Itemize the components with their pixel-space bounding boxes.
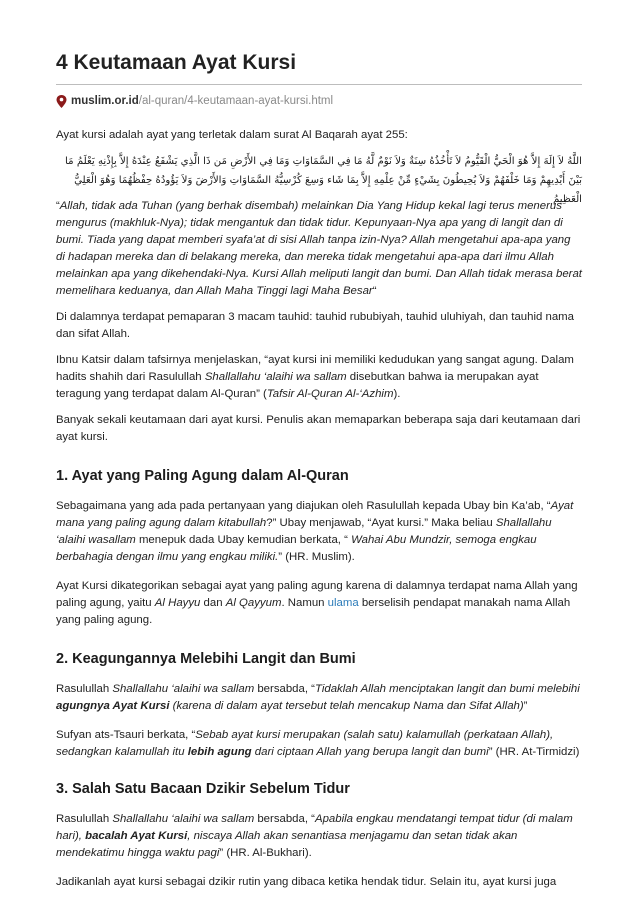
section-2-paragraph-2 <box>56 727 582 761</box>
text-span: dan <box>200 597 226 609</box>
section-3-paragraph-1 <box>56 811 582 862</box>
italic-span: Apabila engkau mendatangi tempat tidur (di malam hari), <box>56 813 573 842</box>
text-span: ?” Ubay menjawab, “Ayat kursi.” Maka beliau <box>266 517 496 529</box>
text-span: ” (HR. Al-Bukhari). <box>219 847 312 859</box>
italic-span: Sebab ayat kursi merupakan (salah satu) kalamullah (perkataan Allah), sedangkan kalamullah itu <box>56 729 554 758</box>
open-quote: “ <box>56 200 60 212</box>
italic-span: Ayat mana yang paling agung dalam kitabullah <box>56 500 574 529</box>
section-1-paragraph-1 <box>56 498 582 566</box>
italic-span: , niscaya Allah akan senantiasa menjagamu dan setan tidak akan mendekatimu hingga waktu pagi <box>56 830 518 859</box>
translation-text: Allah, tidak ada Tuhan (yang berhak disembah) melainkan Dia Yang Hidup kekal lagi terus menerus mengurus (makhluk-Nya); tidak mengantuk dan tidak tidur. Kepunyaan-Nya apa yang di langit dan di bumi. Tiada yang dapat memberi syafa’at di sisi Allah tanpa izin-Nya? Allah mengetahui apa-apa yang di hadapan mereka dan di belakang mereka, dan mereka tidak mengetahui apa-apa dari ilmu Allah melainkan apa yang dikehendaki-Nya. Kursi Allah meliputi langit dan bumi. Dan Allah tidak merasa berat memelihara keduanya, dan Allah Maha Tinggi lagi Maha Besar <box>56 200 582 297</box>
text-span: menepuk dada Ubay kemudian berkata, “ <box>135 534 352 546</box>
text-span: ). <box>393 388 401 400</box>
ulama-link[interactable]: ulama <box>327 597 359 609</box>
text-span: bersabda, “ <box>254 813 315 825</box>
bold-italic-span: bacalah Ayat Kursi <box>85 830 188 842</box>
text-span: Sufyan ats-Tsauri berkata, “ <box>56 729 196 741</box>
text-span: berselisih pendapat manakah nama Allah yang paling agung. <box>56 597 571 626</box>
ibnu-katsir-paragraph <box>56 352 582 403</box>
italic-span: Al Qayyum <box>225 597 282 609</box>
text-span: disebutkan bahwa ia merupakan ayat teragung yang terdapat dalam Al-Quran” ( <box>56 371 539 400</box>
italic-span: Al Hayyu <box>154 597 201 609</box>
text-span: bersabda, “ <box>254 683 315 695</box>
source-line <box>56 93 582 109</box>
section-1-heading: 1. Ayat yang Paling Agung dalam Al-Quran <box>56 468 349 484</box>
keutamaan-paragraph: Banyak sekali keutamaan dari ayat kursi. Penulis akan memaparkan beberapa saja dari keutamaan dari ayat kursi. <box>56 414 581 443</box>
section-3-paragraph-2: Jadikanlah ayat kursi sebagai dzikir rutin yang dibaca ketika hendak tidur. Selain itu, ayat kursi juga <box>56 876 557 888</box>
text-span: Rasulullah <box>56 683 113 695</box>
italic-span: Tafsir Al-Quran Al-‘Azhim <box>266 388 394 400</box>
italic-span: Shallallahu ‘alaihi wa sallam <box>112 813 255 825</box>
section-1-paragraph-2 <box>56 578 582 629</box>
text-span: ” (HR. At-Tirmidzi) <box>488 746 580 758</box>
bold-italic-span: lebih agung <box>187 746 252 758</box>
italic-span: Tidaklah Allah menciptakan langit dan bumi melebihi <box>314 683 580 695</box>
text-span: . Namun <box>281 597 328 609</box>
section-2-paragraph-1 <box>56 681 582 715</box>
source-path-link[interactable]: /al-quran/4-keutamaan-ayat-kursi.html <box>138 95 334 107</box>
italic-span: Shallallahu ‘alaihi wa sallam <box>204 371 347 383</box>
section-2-heading: 2. Keagungannya Melebihi Langit dan Bumi <box>56 651 356 667</box>
italic-span: (karena di dalam ayat tersebut telah mencakup Nama dan Sifat Allah) <box>169 700 524 712</box>
text-span: Rasulullah <box>56 813 113 825</box>
arabic-verse: اللَّهُ لاَ إِلَهَ إِلاَّ هُوَ الْحَيُّ الْقَيُّومُ لاَ تَأْخُذُهُ سِنَةٌ وَلاَ نَوْمٌ لَّهُ مَا فِي السَّمَاوَاتِ وَمَا فِي الأَرْضِ مَن ذَا الَّذِي يَشْفَعُ عِنْدَهُ إِلاَّ بِإِذْنِهِ يَعْلَمُ مَا بَيْنَ أَيْدِيهِمْ وَمَا خَلْفَهُمْ وَلاَ يُحِيطُونَ بِشَيْءٍ مِّنْ عِلْمِهِ إِلاَّ بِمَا شَاء وَسِعَ كُرْسِيُّهُ السَّمَاوَاتِ وَالأَرْضَ وَلاَ يَؤُودُهُ حِفْظُهُمَا وَهُوَ الْعَلِيُّ الْعَظِيمُ <box>65 156 582 205</box>
translation-paragraph <box>56 198 582 300</box>
italic-span: Shallallahu ‘alaihi wasallam <box>56 517 552 546</box>
text-span: Sebagaimana yang ada pada pertanyaan yang diajukan oleh Rasulullah kepada Ubay bin Ka’ab, “ <box>56 500 551 512</box>
text-span: ” (HR. Muslim). <box>278 551 355 563</box>
title-divider <box>56 84 582 85</box>
italic-span: Wahai Abu Mundzir, semoga engkau berbahagia dengan ilmu yang engkau miliki. <box>56 534 537 563</box>
intro-paragraph: Ayat kursi adalah ayat yang terletak dalam surat Al Baqarah ayat 255: <box>56 129 408 141</box>
source-domain-link[interactable]: muslim.or.id <box>71 95 139 107</box>
close-quote: “ <box>372 285 377 297</box>
italic-span: dari ciptaan Allah yang berupa langit dan bumi <box>251 746 489 758</box>
article-title: 4 Keutamaan Ayat Kursi <box>56 51 297 74</box>
tauhid-paragraph: Di dalamnya terdapat pemaparan 3 macam tauhid: tauhid rububiyah, tauhid uluhiyah, dan tauhid nama dan sifat Allah. <box>56 311 574 340</box>
section-3-heading: 3. Salah Satu Bacaan Dzikir Sebelum Tidur <box>56 781 350 797</box>
bold-italic-span: agungnya Ayat Kursi <box>56 700 170 712</box>
text-span: Ayat Kursi dikategorikan sebagai ayat yang paling agung karena di dalamnya terdapat nama Allah yang paling agung, yaitu <box>56 580 578 609</box>
pin-icon <box>56 95 67 108</box>
italic-span: Shallallahu ‘alaihi wa sallam <box>112 683 255 695</box>
text-span: ” <box>523 700 528 712</box>
text-span: Ibnu Katsir dalam tafsirnya menjelaskan, “ayat kursi ini memiliki kedudukan yang sangat agung. Dalam hadits shahih dari Rasulullah <box>56 354 574 383</box>
